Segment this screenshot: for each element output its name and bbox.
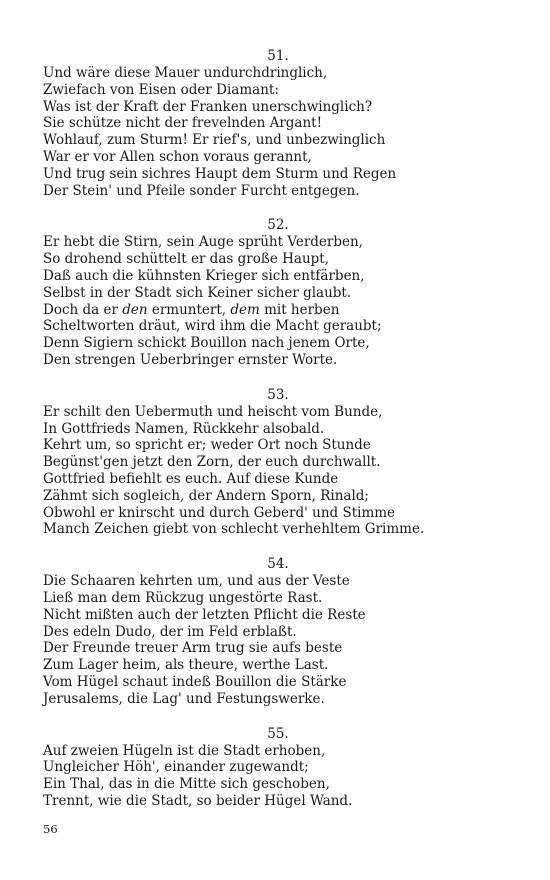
verse-line: Jerusalems, die Lag' und Festungswerke.: [43, 690, 325, 707]
verse-line: Manch Zeichen giebt von schlecht verhehltem Grimme.: [43, 521, 425, 538]
emphasized-word: den: [122, 301, 148, 318]
verse-line: Begünst'gen jetzt den Zorn, der euch durchwallt.: [43, 454, 381, 471]
stanza-number: 52.: [267, 217, 289, 234]
verse-line: Nicht mißten auch der letzten Pflicht die Reste: [43, 606, 366, 623]
verse-line: Ließ man dem Rückzug ungestörte Rast.: [43, 589, 323, 606]
verse-line: Ein Thal, das in die Mitte sich geschoben,: [43, 776, 330, 793]
verse-line: So drohend schüttelt er das große Haupt,: [43, 251, 329, 268]
stanza: [43, 726, 513, 810]
verse-line: Denn Sigiern schickt Bouillon nach jenem Orte,: [43, 335, 370, 352]
verse-line: Die Schaaren kehrten um, und aus der Veste: [43, 573, 350, 590]
stanza: [43, 48, 513, 199]
stanza: [43, 556, 513, 707]
stanza-number: 51.: [267, 48, 289, 64]
verse-line: Kehrt um, so spricht er; weder Ort noch Stunde: [43, 437, 371, 454]
verse-line: Selbst in der Stadt sich Keiner sicher glaubt.: [43, 284, 352, 301]
stanza: [43, 217, 513, 368]
verse-line: Den strengen Ueberbringer ernster Worte.: [43, 351, 338, 368]
verse-line: Wohlauf, zum Sturm! Er rief's, und unbezwinglich: [43, 132, 386, 149]
verse-line: Scheltworten dräut, wird ihm die Macht geraubt;: [43, 318, 382, 335]
verse-line: Der Stein' und Pfeile sonder Furcht entgegen.: [43, 182, 360, 199]
verse-line: Gottfried befiehlt es euch. Auf diese Kunde: [43, 470, 339, 487]
verse-line: Trennt, wie die Stadt, so beider Hügel Wand.: [43, 792, 353, 809]
emphasized-word: dem: [230, 301, 260, 318]
verse-line: Sie schütze nicht der frevelnden Argant!: [43, 115, 323, 132]
verse-line: Er schilt den Uebermuth und heischt vom Bunde,: [43, 403, 383, 420]
verse-line: Der Freunde treuer Arm trug sie aufs beste: [43, 640, 343, 657]
verse-line: Vom Hügel schaut indeß Bouillon die Stärke: [43, 673, 347, 690]
verse-line: In Gottfrieds Namen, Rückkehr alsobald.: [43, 420, 325, 437]
verse-line: Ungleicher Höh', einander zugewandt;: [43, 759, 309, 776]
verse-line: Des edeln Dudo, der im Feld erblaßt.: [43, 623, 297, 640]
verse-line: Auf zweien Hügeln ist die Stadt erhoben,: [43, 742, 326, 759]
verse-line: Zum Lager heim, als theure, werthe Last.: [43, 657, 329, 674]
poem-page: [43, 48, 513, 828]
verse-line: War er vor Allen schon voraus gerannt,: [43, 148, 312, 165]
verse-line: Und trug sein sichres Haupt dem Sturm und Regen: [43, 165, 397, 182]
verse-line: Er hebt die Stirn, sein Auge sprüht Verderben,: [43, 234, 363, 251]
verse-line: Was ist der Kraft der Franken unerschwinglich?: [43, 98, 373, 115]
verse-line: Doch da er den ermuntert, dem mit herben: [43, 301, 340, 318]
verse-line: Zähmt sich sogleich, der Andern Sporn, Rinald;: [43, 487, 369, 504]
stanza: [43, 387, 513, 538]
stanza-number: 55.: [267, 725, 289, 742]
stanza-number: 54.: [267, 556, 289, 573]
page-number: 56: [43, 822, 58, 836]
verse-line: Zwiefach von Eisen oder Diamant:: [43, 81, 279, 98]
verse-line: Obwohl er knirscht und durch Geberd' und Stimme: [43, 504, 396, 521]
stanza-number: 53.: [267, 386, 289, 403]
verse-line: Daß auch die kühnsten Krieger sich entfärben,: [43, 267, 365, 284]
verse-line: Und wäre diese Mauer undurchdringlich,: [43, 65, 328, 81]
